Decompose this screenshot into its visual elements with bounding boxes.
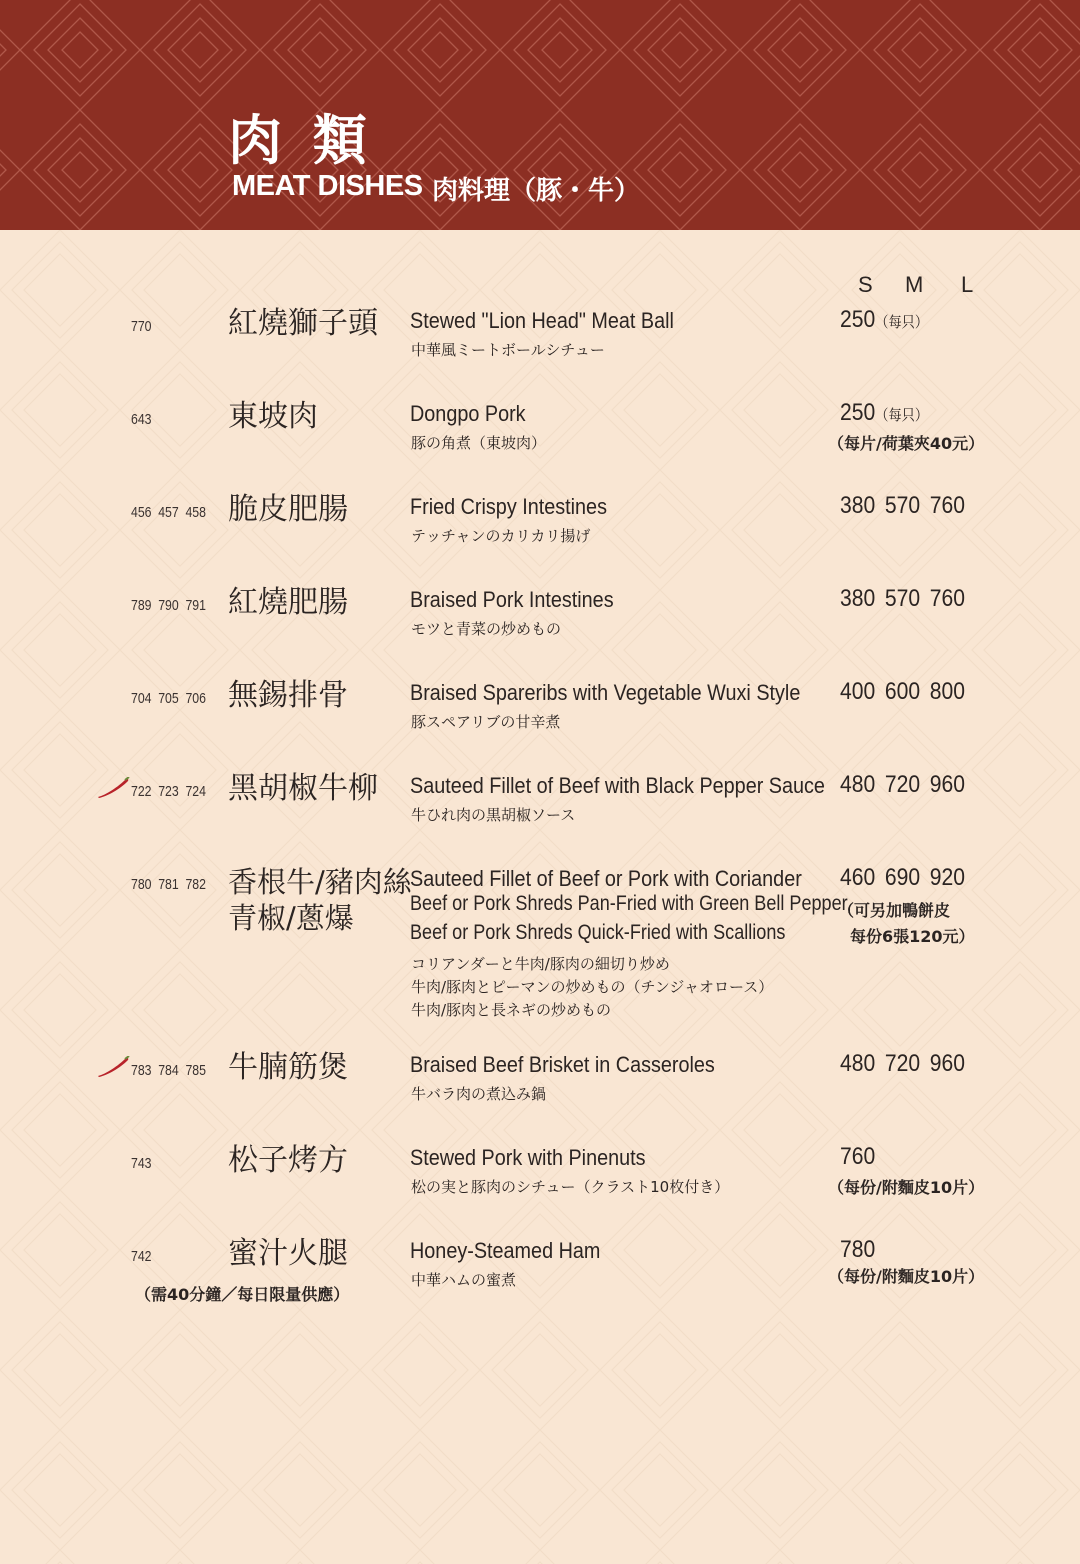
item-prices <box>840 585 965 613</box>
item-name-jp: テッチャンのカリカリ揚げ <box>411 527 591 545</box>
item-name-zh: 蜜汁火腿 <box>228 1236 348 1271</box>
item-code: 743 <box>131 1155 152 1172</box>
price-note-line2: 每份6張120元） <box>850 927 975 946</box>
item-name-zh: 紅燒獅子頭 <box>228 306 378 341</box>
price-m: 570 <box>884 585 921 612</box>
item-prices <box>840 771 965 799</box>
item-name-en: Stewed "Lion Head" Meat Ball <box>410 308 674 333</box>
item-name-en: Sauteed Fillet of Beef or Pork with Coriander <box>410 866 802 891</box>
price-l: 760 <box>929 585 966 612</box>
item-name-en: Honey-Steamed Ham <box>410 1238 601 1263</box>
item-name-jp: 豚スペアリブの甘辛煮 <box>411 713 561 731</box>
price-unit: （每只） <box>875 406 929 424</box>
price-l: 920 <box>929 864 966 891</box>
item-name-jp: 中華風ミートボールシチュー <box>411 341 605 359</box>
price-m: 570 <box>884 492 921 519</box>
price-note: （每份/附麵皮10片） <box>828 1178 985 1197</box>
page-title-zh: 肉 類 <box>228 109 373 172</box>
item-name-zh: 東坡肉 <box>228 399 318 434</box>
item-code: 722 723 724 <box>131 783 206 800</box>
item-name-jp: 松の実と豚肉のシチュー（クラスト10枚付き） <box>411 1178 730 1196</box>
price-l: 960 <box>929 1050 966 1077</box>
price-s: 400 <box>840 678 876 705</box>
item-prices <box>840 1050 965 1078</box>
item-price: 250（每只） <box>840 306 929 333</box>
item-name-en: Braised Spareribs with Vegetable Wuxi Style <box>410 680 801 705</box>
item-name-jp: 牛バラ肉の煮込み鍋 <box>411 1085 547 1103</box>
item-name-zh: 無錫排骨 <box>228 678 348 713</box>
price-l: 800 <box>929 678 966 705</box>
price-s: 460 <box>840 864 876 891</box>
header-banner <box>0 0 1080 230</box>
price-unit: （每只） <box>875 313 929 331</box>
price-note: （可另加鴨餅皮 <box>838 901 951 920</box>
item-name-en: Braised Beef Brisket in Casseroles <box>410 1052 715 1077</box>
item-code: 704 705 706 <box>131 690 206 707</box>
item-name-jp: 中華ハムの蜜煮 <box>411 1271 517 1289</box>
item-price: 250（每只） <box>840 399 929 426</box>
item-prices <box>840 492 965 520</box>
item-name-zh: 紅燒肥腸 <box>228 585 348 620</box>
item-name-zh: 脆皮肥腸 <box>228 492 348 527</box>
price-s: 380 <box>840 585 876 612</box>
item-code: 770 <box>131 318 152 335</box>
price-m: 720 <box>884 1050 921 1077</box>
item-name-en-line3: Beef or Pork Shreds Quick-Fried with Scallions <box>410 921 786 944</box>
item-name-jp: 豚の角煮（東坡肉） <box>411 434 547 452</box>
chili-icon <box>96 1056 130 1078</box>
item-price: 760 <box>840 1143 876 1170</box>
item-code: 742 <box>131 1248 152 1265</box>
item-prices <box>840 678 965 706</box>
price-m: 600 <box>884 678 921 705</box>
item-name-zh: 牛腩筋煲 <box>228 1050 348 1085</box>
item-prices <box>840 864 965 892</box>
price-l: 960 <box>929 771 966 798</box>
price-s: 480 <box>840 1050 876 1077</box>
item-price: 780 <box>840 1236 876 1263</box>
item-name-jp-line2: 牛肉/豚肉とピーマンの炒めもの（チンジャオロース） <box>411 978 774 996</box>
page-title-jp: 肉料理（豚・牛） <box>432 176 641 206</box>
size-header-l: L <box>961 272 974 297</box>
item-note: （需40分鐘／每日限量供應） <box>135 1285 350 1304</box>
price-s: 480 <box>840 771 876 798</box>
item-code: 780 781 782 <box>131 876 206 893</box>
size-header-m: M <box>905 272 924 297</box>
item-name-en: Fried Crispy Intestines <box>410 494 607 519</box>
item-name-zh: 松子烤方 <box>228 1143 348 1178</box>
price-note: （每片/荷葉夾40元） <box>828 434 985 453</box>
item-name-zh: 黑胡椒牛柳 <box>228 771 378 806</box>
item-name-jp: コリアンダーと牛肉/豚肉の細切り炒め <box>411 955 670 973</box>
item-code: 789 790 791 <box>131 597 206 614</box>
item-code: 643 <box>131 411 152 428</box>
item-name-en: Braised Pork Intestines <box>410 587 614 612</box>
item-name-en: Stewed Pork with Pinenuts <box>410 1145 646 1170</box>
item-name-zh: 香根牛/豬肉絲 <box>228 865 412 899</box>
item-code: 456 457 458 <box>131 504 206 521</box>
price-s: 380 <box>840 492 876 519</box>
item-name-en: Dongpo Pork <box>410 401 526 426</box>
price-l: 760 <box>929 492 966 519</box>
item-name-jp: 牛ひれ肉の黒胡椒ソース <box>411 806 576 824</box>
item-name-en: Sauteed Fillet of Beef with Black Pepper Sauce <box>410 773 825 798</box>
item-name-zh-line2: 青椒/蔥爆 <box>228 901 354 935</box>
chili-icon <box>96 777 130 799</box>
price-m: 720 <box>884 771 921 798</box>
page-title-en: MEAT DISHES <box>232 170 423 202</box>
item-code: 783 784 785 <box>131 1062 206 1079</box>
item-name-en-line2: Beef or Pork Shreds Pan-Fried with Green Bell Pepper, <box>410 892 852 915</box>
size-header-s: S <box>858 272 873 297</box>
price-m: 690 <box>884 864 921 891</box>
price-note: （每份/附麵皮10片） <box>828 1267 985 1286</box>
item-name-jp: モツと青菜の炒めもの <box>411 620 562 638</box>
item-name-jp-line3: 牛肉/豚肉と長ネギの炒めもの <box>411 1001 612 1019</box>
